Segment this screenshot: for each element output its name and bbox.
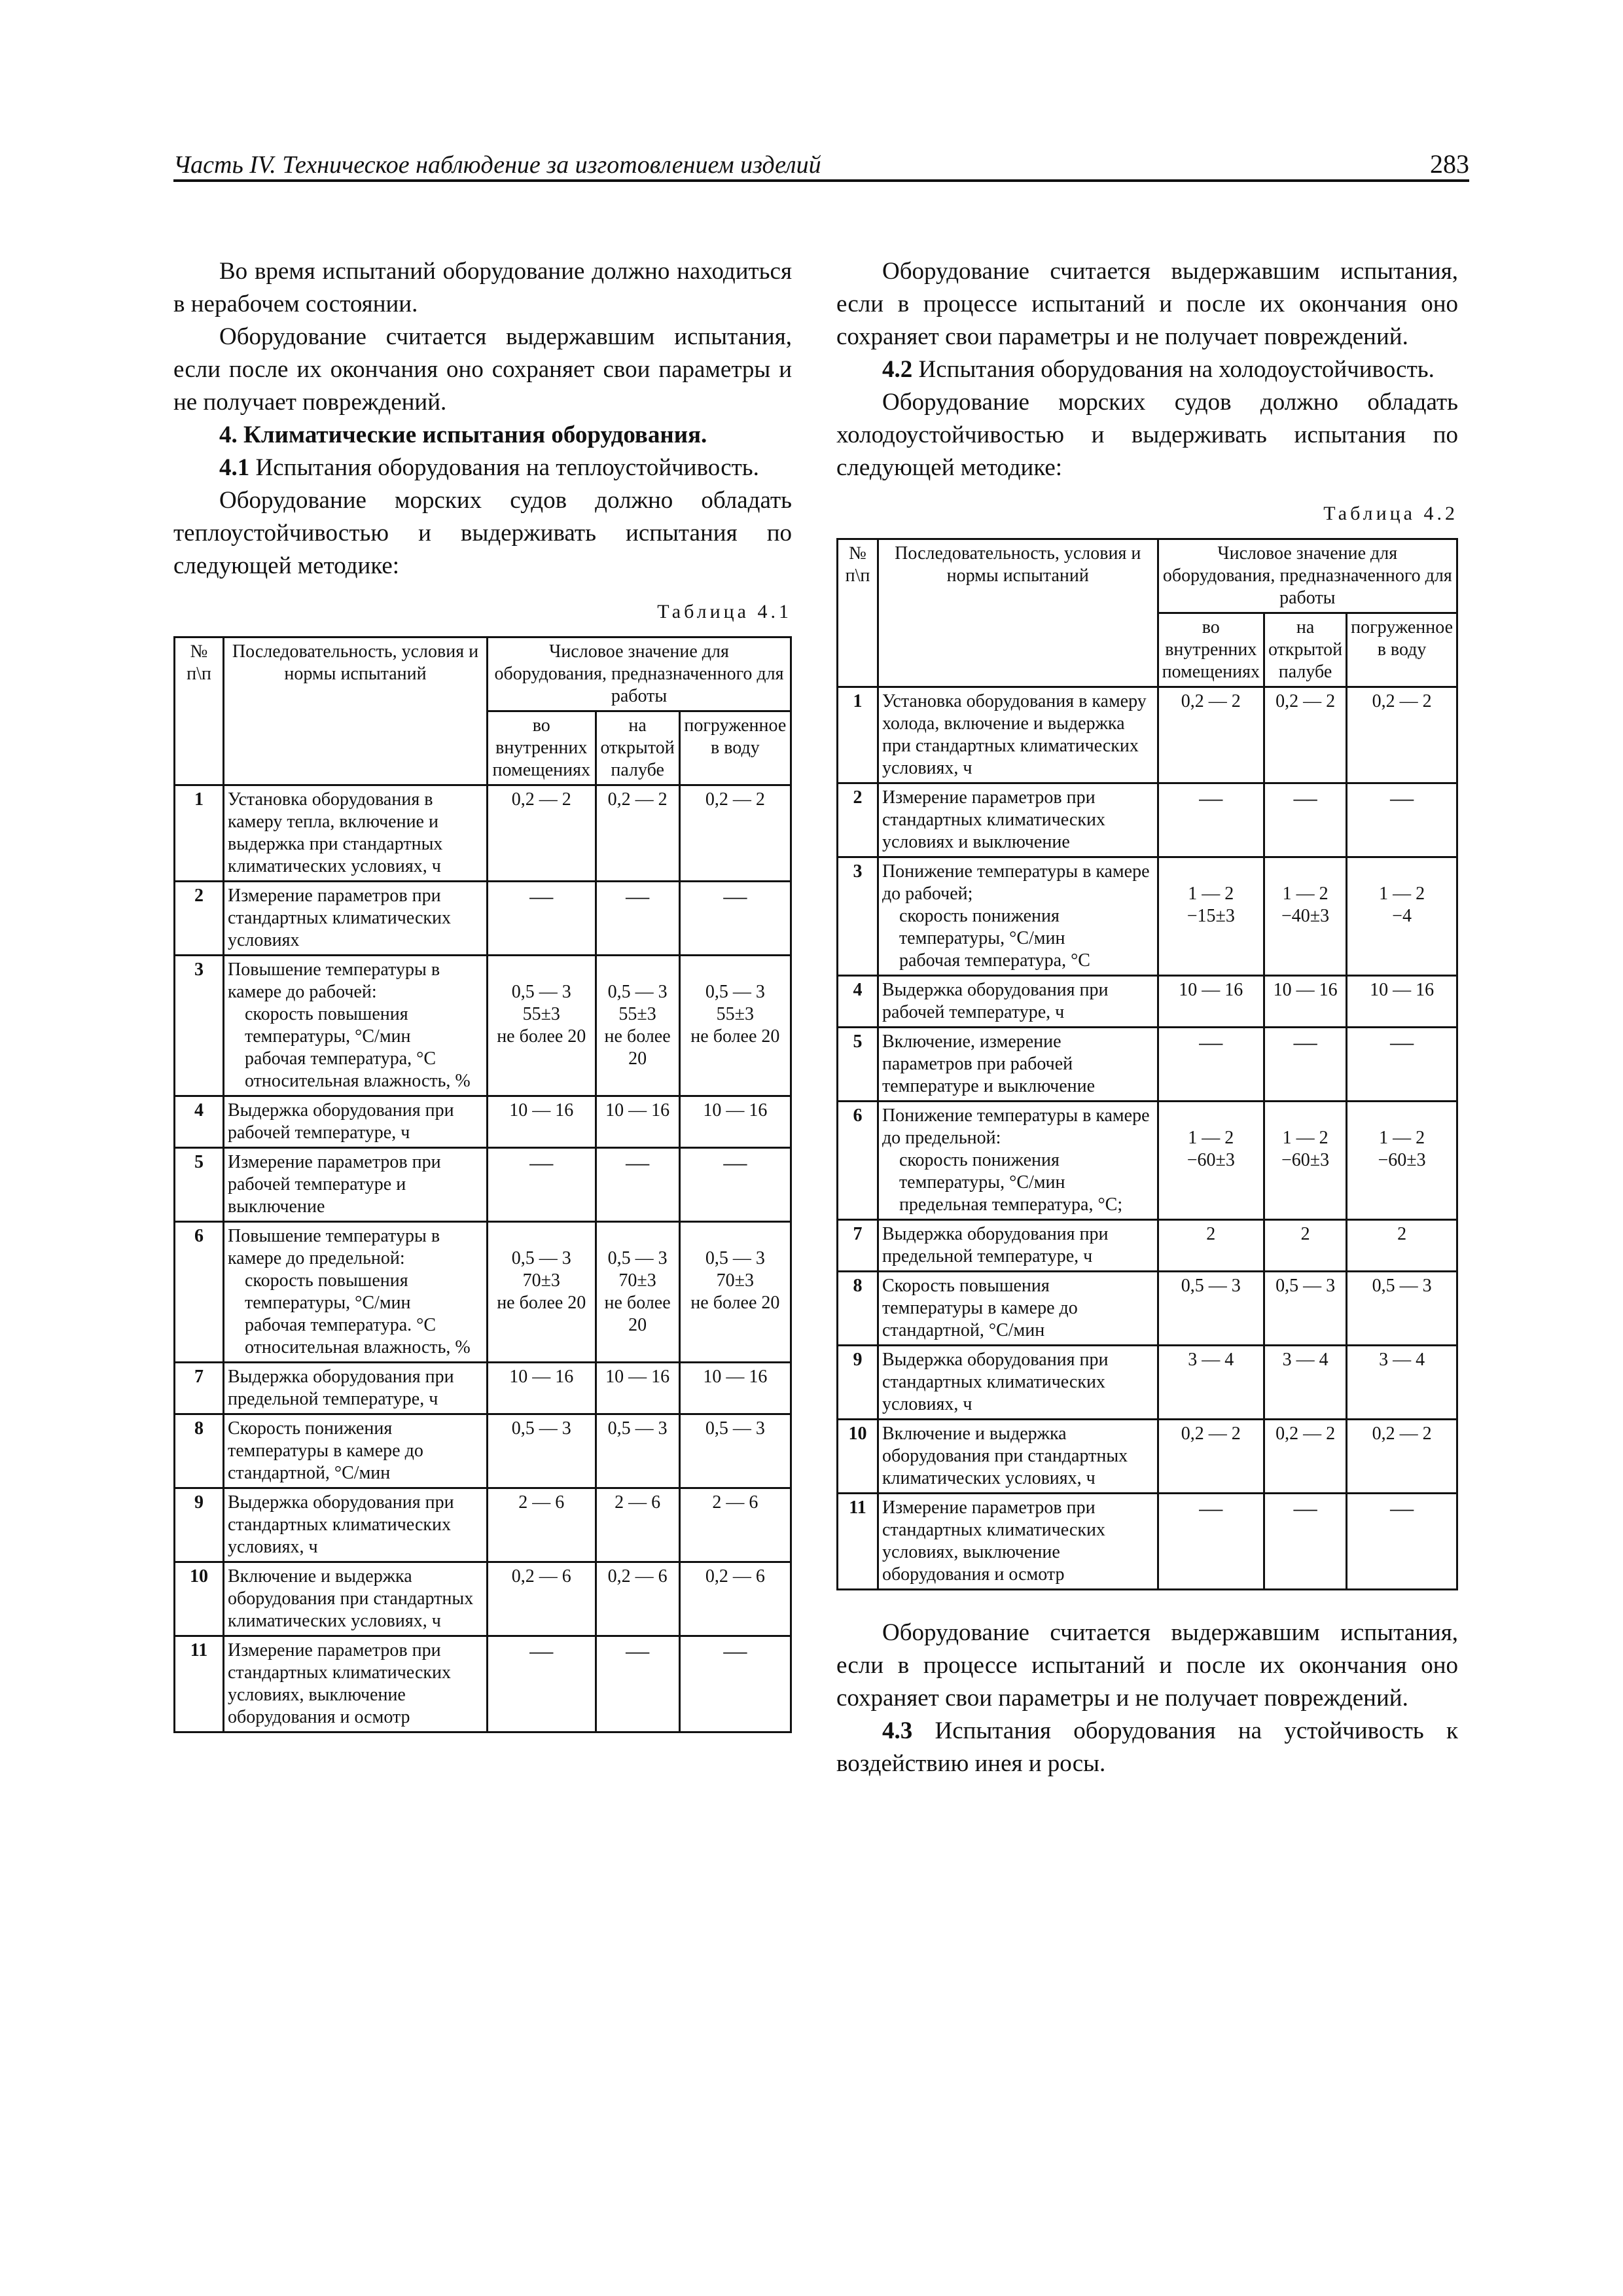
value-line: 10 — 16	[703, 1100, 768, 1121]
value-line: —	[1390, 1029, 1414, 1055]
value-cell	[1158, 1420, 1264, 1494]
value-cell	[679, 1562, 791, 1636]
value-line: 0,2 — 2	[1181, 691, 1241, 711]
subsection-title: Испытания оборудования на устойчивость к воздействию инея и росы.	[836, 1717, 1458, 1777]
value-cell	[679, 1148, 791, 1222]
table-row	[175, 956, 791, 1096]
paragraph: Оборудование морских судов должно обладать теплоустойчивостью и выдерживать испытания по следующей методике:	[173, 487, 792, 579]
row-description	[878, 1220, 1158, 1272]
value-cell	[1264, 1220, 1347, 1272]
description-line: Выдержка оборудования при предельной температуре, ч	[228, 1367, 454, 1409]
row-description	[224, 1222, 488, 1363]
value-cell	[1158, 976, 1264, 1028]
row-description	[224, 882, 488, 956]
value-line: —	[626, 1638, 650, 1664]
col-header-group: Числовое значение для оборудования, предназначенного для работы	[1158, 539, 1457, 613]
value-cell	[1264, 1420, 1347, 1494]
table-row	[175, 1562, 791, 1636]
value-cell	[1158, 783, 1264, 857]
row-description	[224, 1363, 488, 1414]
row-number: 7	[838, 1220, 878, 1272]
table-row	[838, 783, 1457, 857]
col-header-open-deck: на открытой палубе	[1264, 613, 1347, 687]
description-line: рабочая температура. °С	[245, 1315, 437, 1335]
value-cell	[1158, 1220, 1264, 1272]
table-row	[838, 1220, 1457, 1272]
value-cell	[679, 1363, 791, 1414]
value-line: 3 — 4	[1282, 1350, 1329, 1370]
description-line: Выдержка оборудования при стандартных климатических условиях, ч	[228, 1492, 454, 1557]
value-line: не более 20	[690, 1293, 780, 1313]
value-cell	[679, 956, 791, 1096]
value-cell	[596, 1096, 679, 1148]
value-line: 0,2 — 6	[511, 1566, 571, 1587]
row-number: 4	[175, 1096, 224, 1148]
value-line: не более 20	[604, 1293, 671, 1335]
value-line: —	[1199, 1029, 1223, 1055]
row-number: 9	[175, 1488, 224, 1562]
value-line: —	[723, 1149, 747, 1175]
col-header-indoor: во внутренних помещениях	[1158, 613, 1264, 687]
description-line: Выдержка оборудования при стандартных климатических условиях, ч	[882, 1350, 1109, 1414]
description-line: рабочая температура, °С	[245, 1049, 437, 1069]
row-description	[224, 1096, 488, 1148]
value-line: 70±3	[522, 1270, 560, 1291]
value-line: 70±3	[618, 1270, 656, 1291]
value-line: —	[723, 1638, 747, 1664]
value-line: —	[1199, 785, 1223, 811]
row-description	[224, 1562, 488, 1636]
row-description	[224, 1414, 488, 1488]
row-description	[878, 1028, 1158, 1102]
value-cell	[488, 1363, 596, 1414]
row-description	[878, 1346, 1158, 1420]
value-line: 2	[1300, 1224, 1310, 1244]
value-line: —	[1293, 785, 1317, 811]
value-line: 0,2 — 2	[1181, 1424, 1241, 1444]
description-line: относительная влажность, %	[245, 1071, 471, 1091]
value-cell	[679, 1488, 791, 1562]
value-cell	[1264, 976, 1347, 1028]
value-cell	[488, 1488, 596, 1562]
value-line: 0,5 — 3	[607, 1248, 668, 1268]
row-number: 10	[838, 1420, 878, 1494]
value-line: 0,5 — 3	[511, 982, 571, 1002]
col-header-group: Числовое значение для оборудования, предназначенного для работы	[488, 637, 791, 711]
value-line: не более 20	[497, 1293, 586, 1313]
description-line: Повышение температуры в камере до рабочей:	[228, 960, 440, 1002]
value-line: 10 — 16	[1179, 980, 1243, 1000]
value-line: 0,2 — 2	[607, 789, 668, 810]
table-row	[838, 857, 1457, 976]
value-line	[1349, 861, 1455, 883]
value-cell	[596, 1488, 679, 1562]
value-cell	[1158, 857, 1264, 976]
value-line: —	[529, 883, 554, 909]
value-line: −60±3	[1281, 1150, 1330, 1170]
description-line: Выдержка оборудования при рабочей температуре, ч	[228, 1100, 454, 1143]
table-body	[175, 785, 791, 1732]
table-row	[838, 1272, 1457, 1346]
value-line: −60±3	[1186, 1150, 1235, 1170]
paragraph: Во время испытаний оборудование должно находиться в нерабочем состоянии.	[173, 258, 792, 317]
value-line: не более 20	[497, 1026, 586, 1047]
running-header	[173, 145, 1469, 182]
row-description	[878, 1494, 1158, 1590]
description-line: Измерение параметров при стандартных климатических условиях, выключение оборудования и осмотр	[228, 1640, 451, 1727]
row-number: 11	[838, 1494, 878, 1590]
value-line: 0,5 — 3	[511, 1248, 571, 1268]
value-line: —	[626, 883, 650, 909]
description-line: скорость понижения температуры, °С/мин	[899, 906, 1065, 948]
col-header-description: Последовательность, условия и нормы испытаний	[224, 637, 488, 785]
description-line: Выдержка оборудования при рабочей температуре, ч	[882, 980, 1109, 1022]
value-line: −60±3	[1378, 1150, 1426, 1170]
paragraph: Оборудование считается выдержавшим испытания, если в процессе испытаний и после их окончания оно сохраняет свои параметры и не получает повреждений.	[836, 258, 1458, 350]
row-number: 9	[838, 1346, 878, 1420]
value-cell	[488, 1636, 596, 1732]
value-line: 0,2 — 2	[511, 789, 571, 810]
row-number: 1	[175, 785, 224, 882]
value-cell	[1347, 857, 1457, 976]
value-cell	[488, 956, 596, 1096]
value-cell	[1264, 1494, 1347, 1590]
row-number: 5	[838, 1028, 878, 1102]
table-row	[175, 1414, 791, 1488]
value-line: 1 — 2	[1282, 1128, 1329, 1148]
table-row	[838, 1420, 1457, 1494]
value-line	[1349, 1105, 1455, 1127]
value-line: —	[529, 1149, 554, 1175]
value-cell	[488, 882, 596, 956]
value-line: 1 — 2	[1188, 1128, 1234, 1148]
row-number: 11	[175, 1636, 224, 1732]
row-description	[878, 1420, 1158, 1494]
value-line: —	[1293, 1495, 1317, 1521]
value-cell	[596, 956, 679, 1096]
col-header-number: № п\п	[838, 539, 878, 687]
value-cell	[1158, 1494, 1264, 1590]
value-cell	[1158, 1272, 1264, 1346]
value-cell	[1347, 1220, 1457, 1272]
value-cell	[1264, 783, 1347, 857]
value-cell	[1264, 687, 1347, 783]
col-header-open-deck: на открытой палубе	[596, 711, 679, 785]
value-line: 2	[1397, 1224, 1407, 1244]
left-column	[173, 255, 792, 1733]
value-line: 0,2 — 2	[1275, 1424, 1336, 1444]
description-line: Понижение температуры в камере до предельной:	[882, 1105, 1150, 1148]
value-cell	[1347, 976, 1457, 1028]
description-line: Включение, измерение параметров при рабочей температуре и выключение	[882, 1031, 1096, 1096]
paragraph: Оборудование считается выдержавшим испытания, если после их окончания оно сохраняет свои параметры и не получает повреждений.	[173, 323, 792, 416]
value-line: 2 — 6	[615, 1492, 661, 1513]
value-cell	[596, 1363, 679, 1414]
value-line: 0,5 — 3	[705, 1248, 765, 1268]
value-line: —	[626, 1149, 650, 1175]
row-description	[224, 956, 488, 1096]
description-line: Выдержка оборудования при предельной температуре, ч	[882, 1224, 1109, 1266]
value-line: 10 — 16	[703, 1367, 768, 1387]
value-line: 0,5 — 3	[607, 982, 668, 1002]
table-row	[175, 1636, 791, 1732]
value-line	[1266, 1105, 1344, 1127]
table-4-2	[836, 538, 1458, 1590]
section-heading: 4. Климатические испытания оборудования.	[219, 422, 707, 448]
row-description	[224, 785, 488, 882]
value-line: 10 — 16	[1273, 980, 1338, 1000]
row-number: 8	[838, 1272, 878, 1346]
row-number: 8	[175, 1414, 224, 1488]
value-line: —	[529, 1638, 554, 1664]
value-line: не более 20	[690, 1026, 780, 1047]
row-number: 7	[175, 1363, 224, 1414]
value-line	[598, 1225, 677, 1247]
value-cell	[679, 1096, 791, 1148]
table-row	[175, 1148, 791, 1222]
value-cell	[1347, 1272, 1457, 1346]
value-line: −15±3	[1186, 906, 1235, 926]
value-cell	[1158, 687, 1264, 783]
paragraph: Оборудование морских судов должно обладать холодоустойчивостью и выдерживать испытания по следующей методике:	[836, 389, 1458, 481]
value-line	[1160, 1105, 1262, 1127]
row-description	[878, 857, 1158, 976]
subsection-heading	[836, 1715, 1458, 1780]
description-line: предельная температура, °С;	[899, 1194, 1123, 1215]
description-line: Измерение параметров при рабочей температуре и выключение	[228, 1152, 441, 1217]
value-cell	[1158, 1102, 1264, 1220]
description-line: Повышение температуры в камере до предельной:	[228, 1226, 440, 1268]
value-cell	[488, 1562, 596, 1636]
value-line: 0,5 — 3	[511, 1418, 571, 1439]
value-line: 70±3	[716, 1270, 755, 1291]
value-line: 0,2 — 2	[1372, 691, 1432, 711]
value-cell	[1347, 783, 1457, 857]
row-number: 4	[838, 976, 878, 1028]
value-line	[490, 1225, 594, 1247]
table-row	[175, 1363, 791, 1414]
row-number: 1	[838, 687, 878, 783]
value-cell	[1158, 1346, 1264, 1420]
row-description	[878, 1272, 1158, 1346]
value-cell	[1347, 1028, 1457, 1102]
value-cell	[1264, 1346, 1347, 1420]
value-line: 0,5 — 3	[1181, 1276, 1241, 1296]
col-header-description: Последовательность, условия и нормы испытаний	[878, 539, 1158, 687]
table-row	[838, 1346, 1457, 1420]
description-line: скорость понижения температуры, °С/мин	[899, 1150, 1065, 1193]
value-line: 0,5 — 3	[1372, 1276, 1432, 1296]
description-line: Измерение параметров при стандартных климатических условиях и выключение	[882, 787, 1105, 852]
value-cell	[1264, 1102, 1347, 1220]
row-number: 10	[175, 1562, 224, 1636]
value-line: 10 — 16	[1370, 980, 1435, 1000]
value-cell	[488, 1222, 596, 1363]
value-line: 0,2 — 6	[607, 1566, 668, 1587]
value-line: 55±3	[522, 1004, 560, 1024]
value-line: 55±3	[716, 1004, 755, 1024]
description-line: Скорость понижения температуры в камере до стандартной, °С/мин	[228, 1418, 423, 1483]
description-line: Понижение температуры в камере до рабочей;	[882, 861, 1150, 904]
value-line: 1 — 2	[1282, 884, 1329, 904]
value-line: 3 — 4	[1379, 1350, 1425, 1370]
row-description	[224, 1636, 488, 1732]
value-line: —	[1390, 785, 1414, 811]
value-line: 0,2 — 2	[705, 789, 765, 810]
value-cell	[596, 1636, 679, 1732]
description-line: Установка оборудования в камеру холода, включение и выдержка при стандартных климатических условиях, ч	[882, 691, 1147, 778]
value-cell	[679, 785, 791, 882]
description-line: Включение и выдержка оборудования при стандартных климатических условиях, ч	[882, 1424, 1128, 1488]
value-line: 10 — 16	[605, 1100, 670, 1121]
table-row	[175, 785, 791, 882]
subsection-title: Испытания оборудования на холодоустойчивость.	[912, 356, 1435, 383]
row-description	[878, 1102, 1158, 1220]
subsection-heading	[173, 452, 792, 484]
value-cell	[1347, 687, 1457, 783]
value-cell	[488, 1096, 596, 1148]
description-line: Установка оборудования в камеру тепла, включение и выдержка при стандартных климатических условиях, ч	[228, 789, 443, 876]
value-line: 10 — 16	[509, 1367, 574, 1387]
table-row	[838, 976, 1457, 1028]
value-cell	[1264, 857, 1347, 976]
col-header-submerged: погруженное в воду	[1347, 613, 1457, 687]
description-line: рабочая температура, °С	[899, 950, 1090, 971]
value-line: −40±3	[1281, 906, 1330, 926]
value-line: 0,2 — 2	[1372, 1424, 1432, 1444]
table-row	[175, 882, 791, 956]
description-line: Измерение параметров при стандартных климатических условиях	[228, 886, 451, 950]
col-header-submerged: погруженное в воду	[679, 711, 791, 785]
value-line: 2 — 6	[518, 1492, 565, 1513]
value-line: −4	[1392, 906, 1412, 926]
table-row	[175, 1488, 791, 1562]
subsection-number: 4.3	[882, 1717, 913, 1744]
value-cell	[1264, 1028, 1347, 1102]
value-cell	[596, 1562, 679, 1636]
page-number: 283	[1430, 149, 1469, 179]
paragraph: Оборудование считается выдержавшим испытания, если в процессе испытаний и после их окончания оно сохраняет свои параметры и не получает повреждений.	[836, 1619, 1458, 1712]
value-line: —	[1293, 1029, 1317, 1055]
description-line: Скорость повышения температуры в камере до стандартной, °С/мин	[882, 1276, 1078, 1340]
value-cell	[679, 1222, 791, 1363]
row-number: 6	[838, 1102, 878, 1220]
value-line	[1266, 861, 1344, 883]
row-number: 2	[838, 783, 878, 857]
table-caption: Таблица 4.1	[657, 601, 792, 622]
value-cell	[488, 785, 596, 882]
row-number: 3	[175, 956, 224, 1096]
row-number: 5	[175, 1148, 224, 1222]
value-cell	[679, 1636, 791, 1732]
value-line: 0,5 — 3	[705, 1418, 765, 1439]
row-description	[224, 1488, 488, 1562]
value-line	[490, 959, 594, 981]
value-cell	[596, 1148, 679, 1222]
table-body	[838, 687, 1457, 1590]
value-line: —	[723, 883, 747, 909]
right-column	[836, 255, 1458, 1780]
description-line: относительная влажность, %	[245, 1337, 471, 1357]
value-line: 10 — 16	[605, 1367, 670, 1387]
value-line: 55±3	[618, 1004, 656, 1024]
value-line: 0,5 — 3	[1275, 1276, 1336, 1296]
table-row	[175, 1222, 791, 1363]
value-line: —	[1390, 1495, 1414, 1521]
value-cell	[1264, 1272, 1347, 1346]
value-cell	[1347, 1346, 1457, 1420]
value-cell	[596, 882, 679, 956]
value-line: 2	[1206, 1224, 1216, 1244]
value-line: 0,5 — 3	[607, 1418, 668, 1439]
value-line	[682, 1225, 789, 1247]
value-cell	[679, 1414, 791, 1488]
value-line: 1 — 2	[1379, 1128, 1425, 1148]
value-cell	[1158, 1028, 1264, 1102]
row-number: 6	[175, 1222, 224, 1363]
value-line	[598, 959, 677, 981]
col-header-number: № п\п	[175, 637, 224, 785]
subsection-heading	[836, 353, 1458, 386]
subsection-number: 4.2	[882, 356, 913, 383]
value-cell	[488, 1148, 596, 1222]
value-line	[1160, 861, 1262, 883]
value-cell	[488, 1414, 596, 1488]
table-row	[838, 1102, 1457, 1220]
table-row	[175, 1096, 791, 1148]
subsection-title: Испытания оборудования на теплоустойчивость.	[249, 454, 759, 481]
description-line: скорость повышения температуры, °С/мин	[245, 1004, 411, 1047]
subsection-number: 4.1	[219, 454, 250, 481]
value-cell	[596, 1222, 679, 1363]
value-cell	[1347, 1102, 1457, 1220]
value-line: 10 — 16	[509, 1100, 574, 1121]
description-line: Включение и выдержка оборудования при стандартных климатических условиях, ч	[228, 1566, 474, 1631]
row-description	[224, 1148, 488, 1222]
col-header-indoor: во внутренних помещениях	[488, 711, 596, 785]
value-line: 1 — 2	[1188, 884, 1234, 904]
value-cell	[679, 882, 791, 956]
table-4-1	[173, 636, 792, 1733]
table-row	[838, 687, 1457, 783]
value-cell	[1347, 1420, 1457, 1494]
value-line: 0,2 — 2	[1275, 691, 1336, 711]
value-cell	[596, 1414, 679, 1488]
value-line: не более 20	[604, 1026, 671, 1069]
running-title: Часть IV. Техническое наблюдение за изготовлением изделий	[173, 151, 821, 179]
value-line: —	[1199, 1495, 1223, 1521]
table-caption: Таблица 4.2	[1323, 503, 1458, 524]
description-line: Измерение параметров при стандартных климатических условиях, выключение оборудования и осмотр	[882, 1498, 1105, 1585]
description-line: скорость повышения температуры, °С/мин	[245, 1270, 411, 1313]
value-cell	[596, 785, 679, 882]
value-line: 2 — 6	[712, 1492, 758, 1513]
row-description	[878, 976, 1158, 1028]
value-line: 0,5 — 3	[705, 982, 765, 1002]
row-number: 3	[838, 857, 878, 976]
table-row	[838, 1028, 1457, 1102]
row-number: 2	[175, 882, 224, 956]
value-line: 1 — 2	[1379, 884, 1425, 904]
table-row	[838, 1494, 1457, 1590]
value-line: 0,2 — 6	[705, 1566, 765, 1587]
row-description	[878, 687, 1158, 783]
value-line: 3 — 4	[1188, 1350, 1234, 1370]
value-cell	[1347, 1494, 1457, 1590]
row-description	[878, 783, 1158, 857]
value-line	[682, 959, 789, 981]
